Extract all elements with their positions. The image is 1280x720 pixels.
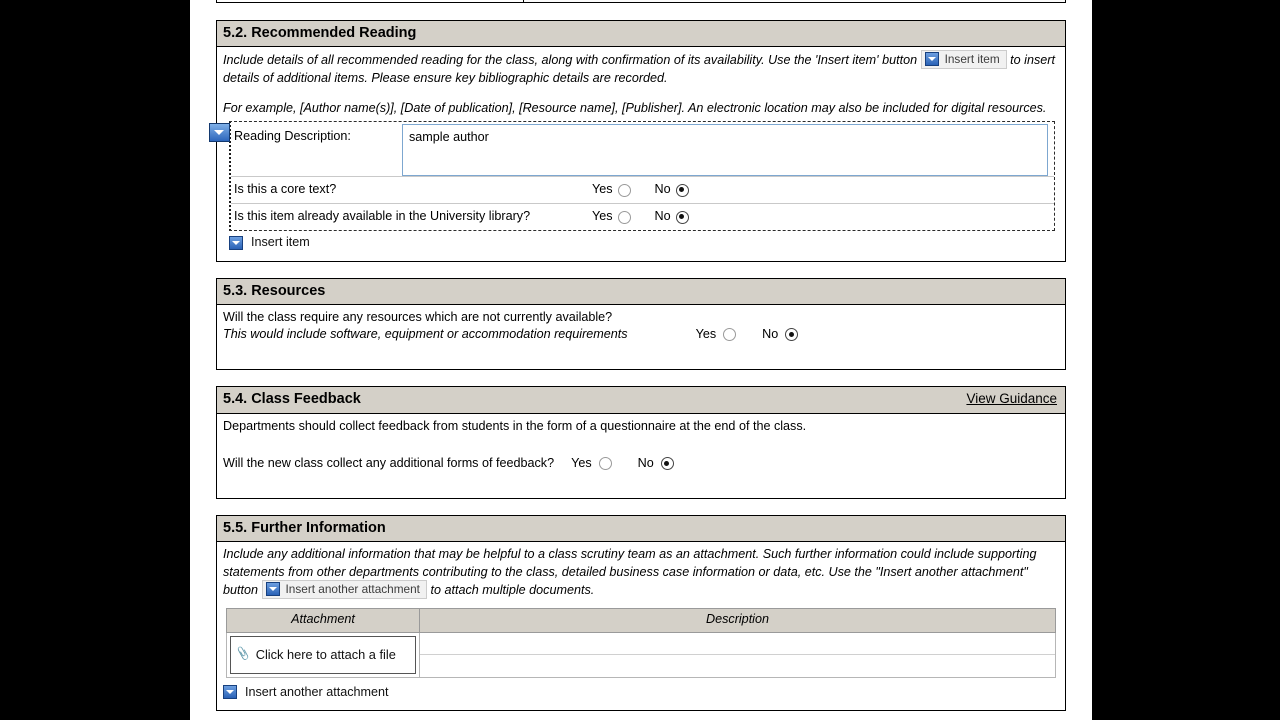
section-5-4-body [217, 414, 1065, 499]
letterbox-left [0, 0, 190, 720]
reading-description-input[interactable]: sample author [402, 124, 1048, 176]
section-5-2-example: For example, [Author name(s)], [Date of publication], [Resource name], [Publisher]. An electronic location may also be included for digital resources. [223, 100, 1047, 115]
section-5-5-intro-part2: to attach multiple documents. [430, 583, 595, 598]
section-5-5-intro [223, 546, 1059, 600]
section-5-3-title: 5.3. Resources [223, 282, 326, 299]
core-text-yes-radio[interactable] [618, 184, 631, 197]
section-5-4-statement: Departments should collect feedback from students in the form of a questionnaire at the end of the class. [223, 418, 807, 433]
section-5-4-yes-radio[interactable] [599, 457, 612, 470]
section-5-4-question-label: Will the new class collect any additional forms of feedback? [223, 455, 555, 470]
reading-description-row [231, 122, 1054, 176]
reading-item [229, 121, 1055, 231]
reading-item-group [223, 121, 1059, 231]
section-5-3-yes-radio[interactable] [723, 328, 736, 341]
library-yes-radio[interactable] [618, 211, 631, 224]
library-radio-group [592, 208, 689, 225]
description-input-line-2[interactable] [420, 654, 1055, 676]
view-guidance-link[interactable]: View Guidance [966, 391, 1057, 407]
expand-collapse-icon[interactable] [209, 123, 230, 142]
section-5-3-subtext: This would include software, equipment or accommodation requirements [223, 327, 628, 342]
attach-file-label: Click here to attach a file [255, 646, 396, 662]
section-5-2-body [217, 47, 1065, 260]
insert-another-attachment-inline-label: Insert another attachment [285, 582, 420, 597]
section-5-4-title: 5.4. Class Feedback [223, 391, 361, 408]
description-input-line-1[interactable] [420, 633, 1055, 654]
section-5-5-further-information [216, 515, 1066, 711]
letterbox-right [1092, 0, 1280, 720]
blue-dropdown-icon [925, 52, 939, 66]
library-question-label: Is this item already available in the University library? [234, 209, 531, 224]
section-5-2-intro [223, 51, 1059, 88]
blue-dropdown-icon [266, 582, 280, 596]
section-5-2-title: 5.2. Recommended Reading [223, 25, 417, 41]
insert-item-button-label: Insert item [251, 235, 310, 250]
section-5-4-header [217, 387, 1065, 413]
section-5-3-no-radio[interactable] [785, 328, 798, 341]
attachment-table-header-row [227, 609, 1056, 632]
section-5-3-resources [216, 278, 1066, 371]
section-5-5-intro-part1: Include any additional information that may be helpful to a class scrutiny team as an attachment. Such further information could include supporting statements from other departments contributing to the class, detailed business case information or data, etc. Use the "Insert another attachment" button [223, 547, 1037, 598]
section-5-2-intro-part1: Include details of all recommended reading for the class, along with confirmation of its availability. Use the 'Insert item' button [223, 53, 918, 68]
table-row [227, 632, 1056, 677]
section-5-4-question-row [223, 455, 1059, 472]
blue-dropdown-icon [229, 236, 243, 250]
section-5-5-title: 5.5. Further Information [223, 520, 386, 537]
core-text-no-radio[interactable] [676, 184, 689, 197]
library-no-label: No [654, 209, 671, 224]
insert-another-attachment-button[interactable] [223, 681, 1059, 704]
section-5-3-radio-group [696, 326, 799, 343]
section-5-2-header [217, 21, 1065, 47]
insert-item-inline-label: Insert item [944, 52, 1000, 67]
section-5-3-no-label: No [762, 327, 779, 342]
section-5-2-intro-part2: to insert details of additional items. Please ensure key bibliographic details are recorded. [223, 53, 1055, 86]
insert-another-attachment-button-label: Insert another attachment [245, 684, 389, 699]
section-5-4-no-label: No [637, 455, 654, 470]
attach-file-button[interactable] [230, 636, 416, 674]
attachment-cell-container [227, 632, 420, 677]
section-5-5-body [217, 542, 1065, 710]
section-5-4-no-radio[interactable] [661, 457, 674, 470]
core-text-question-label: Is this a core text? [234, 182, 337, 197]
section-5-3-yes-label: Yes [695, 327, 717, 342]
insert-item-inline-button[interactable] [921, 50, 1007, 69]
reading-description-label: Reading Description: [234, 129, 351, 144]
library-yes-label: Yes [592, 209, 613, 224]
section-5-2-recommended-reading [216, 20, 1066, 262]
section-5-3-body [217, 305, 1065, 370]
section-5-3-header [217, 279, 1065, 305]
core-text-question-row [231, 176, 1054, 203]
description-cell-container [420, 632, 1056, 677]
core-text-yes-label: Yes [592, 182, 613, 197]
section-5-4-yes-label: Yes [571, 455, 592, 470]
document-page [190, 0, 1092, 720]
library-question-row [231, 203, 1054, 230]
section-5-5-header [217, 516, 1065, 542]
description-column-header: Description [420, 609, 1056, 632]
core-text-no-label: No [654, 182, 671, 197]
section-5-3-question: Will the class require any resources which are not currently available? [223, 309, 613, 324]
blue-dropdown-icon [223, 685, 237, 699]
core-text-radio-group [592, 181, 689, 198]
section-5-4-class-feedback [216, 386, 1066, 499]
attachment-table [226, 608, 1056, 677]
attachment-column-header: Attachment [227, 609, 420, 632]
library-no-radio[interactable] [676, 211, 689, 224]
insert-item-button[interactable] [223, 231, 1059, 254]
insert-another-attachment-inline-button[interactable] [262, 580, 427, 599]
paperclip-icon: 📎 [235, 646, 251, 662]
